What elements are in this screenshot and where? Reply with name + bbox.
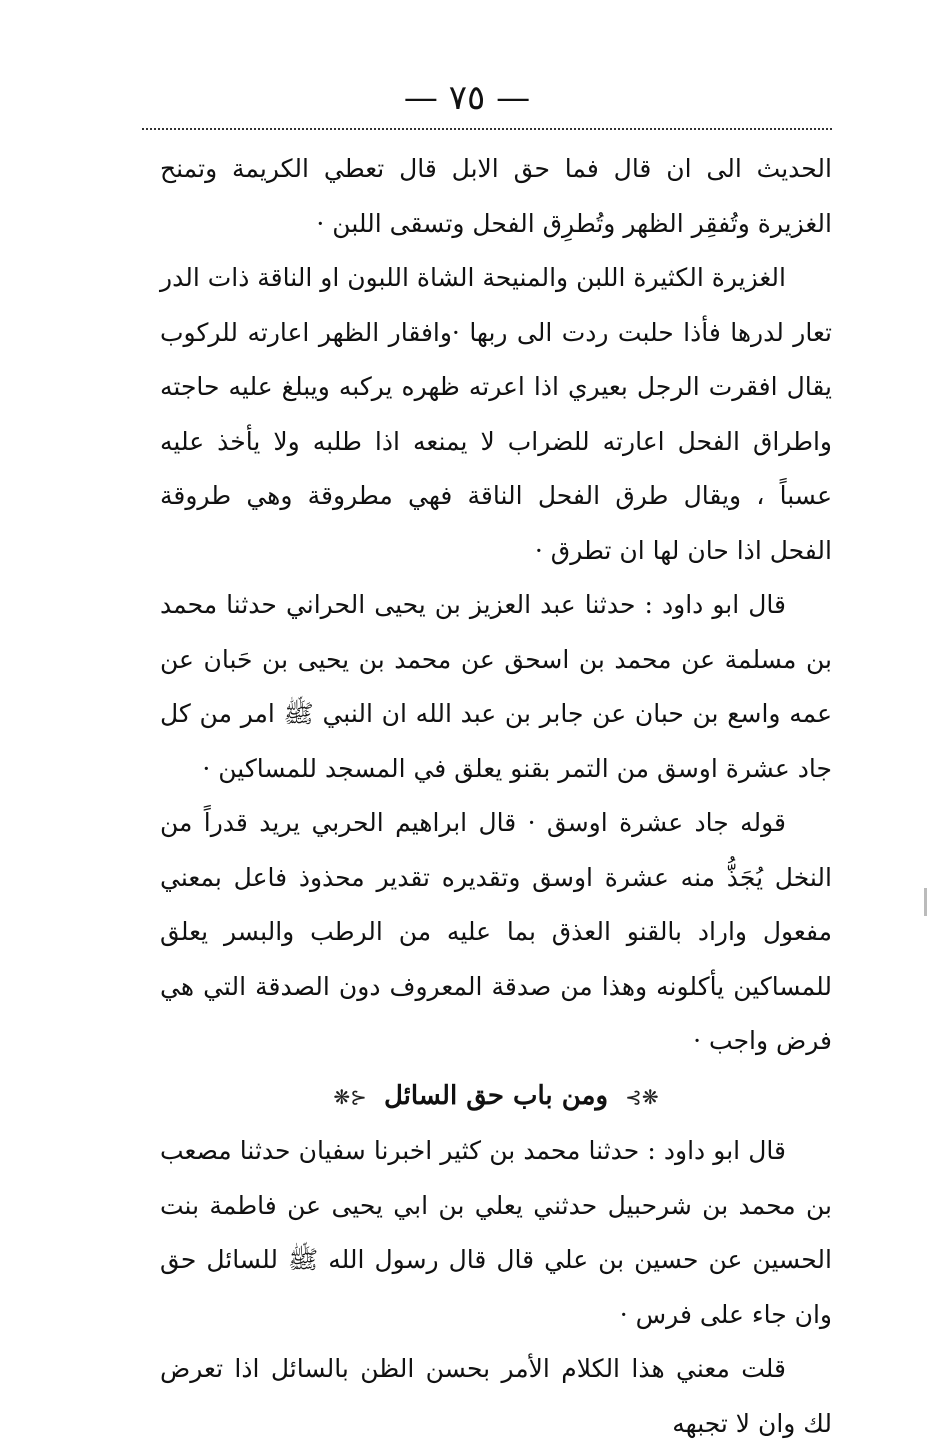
heading-ornament-right: ❋⊱ <box>625 1084 659 1109</box>
paragraph-4: قوله جاد عشرة اوسق · قال ابراهيم الحربي يريد قدراً من النخل يُجَذُّ منه عشرة اوسق وتقديره تقدير محذوذ فاعل بمعني مفعول واراد بالقنو العذق بما عليه من الرطب والبسر يعلق للمساكين يأكلونه وهذا من صدقة المعروف دون الصدقة التي هي فرض واجب · <box>160 808 832 1055</box>
header-dotted-rule <box>142 128 832 130</box>
heading-ornament-left: ⊰❋ <box>333 1084 367 1109</box>
scan-mark <box>924 888 927 916</box>
section-heading-text: ومن باب حق السائل <box>383 1080 608 1111</box>
page-body <box>160 142 832 1451</box>
paragraph-2: الغزيرة الكثيرة اللبن والمنيحة الشاة اللبون او الناقة ذات الدر تعار لدرها فأذا حلبت ردت الى ربها ·وافقار الظهر اعارته للركوب يقال افقرت الرجل بعيري اذا اعرته ظهره يركبه ويبلغ عليه حاجته واطراق الفحل اعارته للضراب لا يمنعه اذا طلبه ولا يأخذ عليه عسباً ، ويقال طرق الفحل الناقة فهي مطروقة وهي طروقة الفحل اذا حان لها ان تطرق · <box>160 263 832 565</box>
page-number: — ٧٥ — <box>403 78 531 118</box>
paragraph-6: قلت معني هذا الكلام الأمر بحسن الظن بالسائل اذا تعرض لك وان لا تجبهه <box>160 1354 832 1438</box>
paragraph-5: قال ابو داود : حدثنا محمد بن كثير اخبرنا سفيان حدثنا مصعب بن محمد بن شرحبيل حدثني يعلي بن ابي يحيى عن فاطمة بنت الحسين عن حسين بن علي قال قال رسول الله ﷺ للسائل حق وان جاء على فرس · <box>160 1136 832 1329</box>
section-heading <box>160 1069 832 1125</box>
paragraph-1: الحديث الى ان قال فما حق الابل قال تعطي الكريمة وتمنح الغزيرة وتُفقِر الظهر وتُطرِق الفحل وتسقى اللبن · <box>160 154 832 238</box>
paragraph-3: قال ابو داود : حدثنا عبد العزيز بن يحيى الحراني حدثنا محمد بن مسلمة عن محمد بن اسحق عن محمد بن يحيى بن حَبان عن عمه واسع بن حبان عن جابر بن عبد الله ان النبي ﷺ امر من كل جاد عشرة اوسق من التمر بقنو يعلق في المسجد للمساكين · <box>160 590 832 783</box>
